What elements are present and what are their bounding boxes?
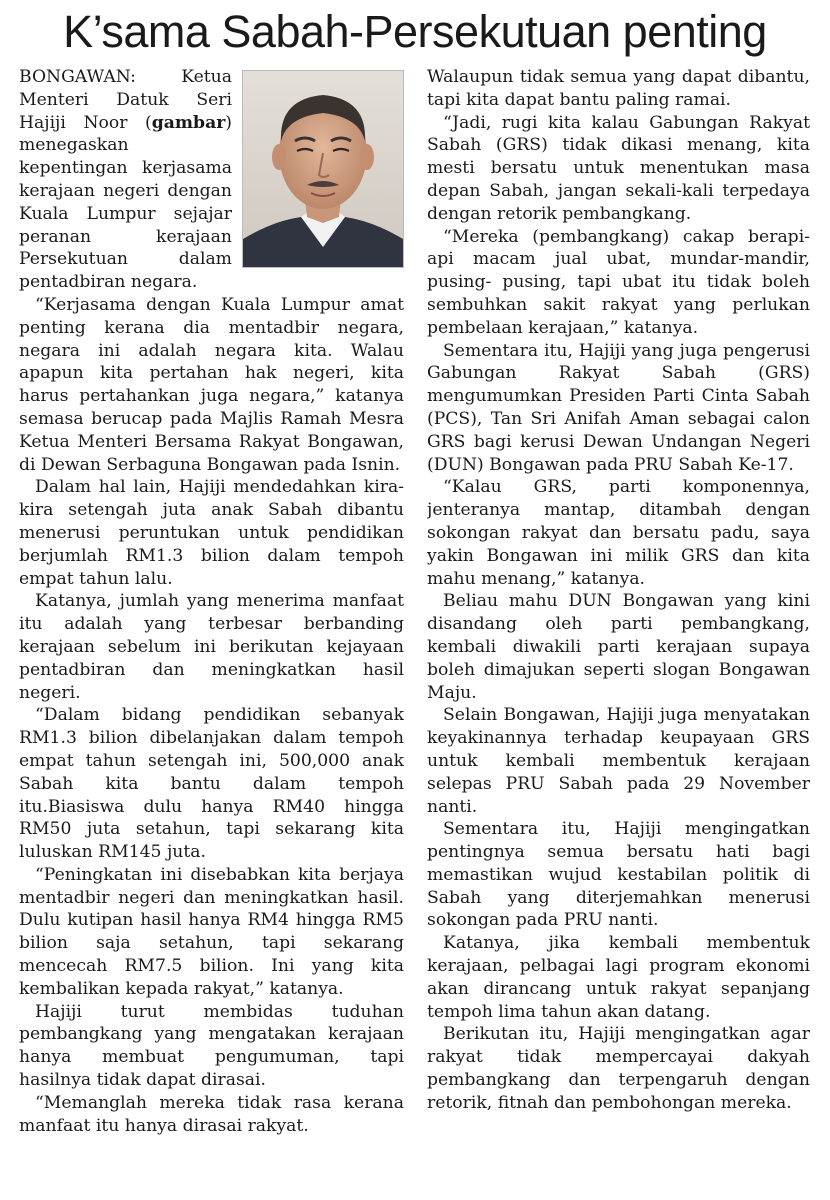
paragraph: “Memanglah mereka tidak rasa kerana manfaat itu hanya dirasai rakyat. (19, 1092, 404, 1136)
paragraph: “Dalam bidang pendidikan sebanyak RM1.3 bilion dibelanjakan dalam tempoh empat tahun setengah ini, 500,000 anak Sabah kita bantu dalam tempoh itu.Biasiswa dulu hanya RM40 hingga RM50 juta setahun, tapi sekarang kita luluskan RM145 juta. (19, 705, 404, 863)
paragraph: “Kalau GRS, parti komponennya, jenteranya mantap, ditambah dengan sokongan rakyat dan bersatu padu, saya yakin Bongawan ini milik GRS dan kita mahu menang,” katanya. (427, 477, 810, 589)
lead-paragraph: BONGAWAN: Ketua Menteri Datuk Seri Hajiji Noor (gambar) menegaskan kepentingan kerjasama kerajaan negeri dengan Kuala Lumpur sejajar peranan kerajaan Persekutuan dalam pentadbiran negara. (19, 67, 232, 293)
paragraph: Beliau mahu DUN Bongawan yang kini disandang oleh parti pembangkang, kembali diwakili parti kerajaan supaya boleh dimajukan seperti slogan Bongawan Maju. (427, 591, 810, 703)
paragraph: Dalam hal lain, Hajiji mendedahkan kira-kira setengah juta anak Sabah dibantu menerusi peruntukan untuk pendidikan berjumlah RM1.3 bilion dalam tempoh empat tahun lalu. (19, 477, 404, 589)
portrait-photo (242, 70, 404, 268)
paragraph: Hajiji turut membidas tuduhan pembangkang yang mengatakan kerajaan hanya membuat pengumuman, tapi hasilnya tidak dapat dirasai. (19, 1001, 404, 1091)
paragraph: Sementara itu, Hajiji yang juga pengerusi Gabungan Rakyat Sabah (GRS) mengumumkan Presiden Parti Cinta Sabah (PCS), Tan Sri Anifah Aman sebagai calon GRS bagi kerusi Dewan Undangan Negeri (DUN) Bongawan pada PRU Sabah Ke-17. (427, 340, 810, 475)
photo-reference: gambar (151, 112, 226, 133)
paragraph: Katanya, jika kembali membentuk kerajaan, pelbagai lagi program ekonomi akan dirancang untuk rakyat sepanjang tempoh lima tahun akan datang. (427, 933, 810, 1022)
paragraph: Berikutan itu, Hajiji mengingatkan agar rakyat tidak mempercayai dakyah pembangkang dan terpengaruh dengan retorik, fitnah dan pembohongan mereka. (427, 1024, 810, 1113)
paragraph: Sementara itu, Hajiji mengingatkan pentingnya semua bersatu hati bagi memastikan wujud kestabilan politik di Sabah yang diterjemahkan menerusi sokongan pada PRU nanti. (427, 819, 810, 931)
paragraph: “Peningkatan ini disebabkan kita berjaya mentadbir negeri dan meningkatkan hasil. Dulu kutipan hasil hanya RM4 hingga RM5 bilion saja setahun, tapi sekarang mencecah RM7.5 bilion. Ini yang kita kembalikan kepada rakyat,” katanya. (19, 864, 404, 999)
paragraph: “Kerjasama dengan Kuala Lumpur amat penting kerana dia mentadbir negara, negara ini adalah negara kita. Walau apapun kita pertahan hak negeri, kita harus pertahankan juga negara,” katanya semasa berucap pada Majlis Ramah Mesra Ketua Menteri Bersama Rakyat Bongawan, di Dewan Serbaguna Bongawan pada Isnin. (19, 294, 404, 475)
headline: K’sama Sabah-Persekutuan penting (63, 6, 767, 57)
paragraph: Selain Bongawan, Hajiji juga menyatakan keyakinannya terhadap keupayaan GRS untuk kembali membentuk kerajaan selepas PRU Sabah pada 29 November nanti. (427, 705, 810, 817)
paragraph: “Mereka (pembangkang) cakap berapi-api macam jual ubat, mundar-mandir, pusing- pusing, tapi ubat itu tidak boleh sembuhkan sakit rakyat yang perlukan pembelaan kerajaan,” katanya. (427, 226, 810, 338)
paragraph: “Jadi, rugi kita kalau Gabungan Rakyat Sabah (GRS) tidak dikasi menang, kita mesti bersatu untuk menentukan masa depan Sabah, jangan sekali-kali terpedaya dengan retorik pembangkang. (427, 112, 810, 224)
column-left (19, 66, 404, 1196)
column-right (427, 66, 810, 1196)
paragraph: Katanya, jumlah yang menerima manfaat itu adalah yang terbesar berbanding kerajaan sebelum ini berikutan kejayaan pentadbiran dan meningkatkan hasil negeri. (19, 591, 404, 703)
paragraph-continuation: Walaupun tidak semua yang dapat dibantu, tapi kita dapat bantu paling ramai. (427, 67, 810, 110)
